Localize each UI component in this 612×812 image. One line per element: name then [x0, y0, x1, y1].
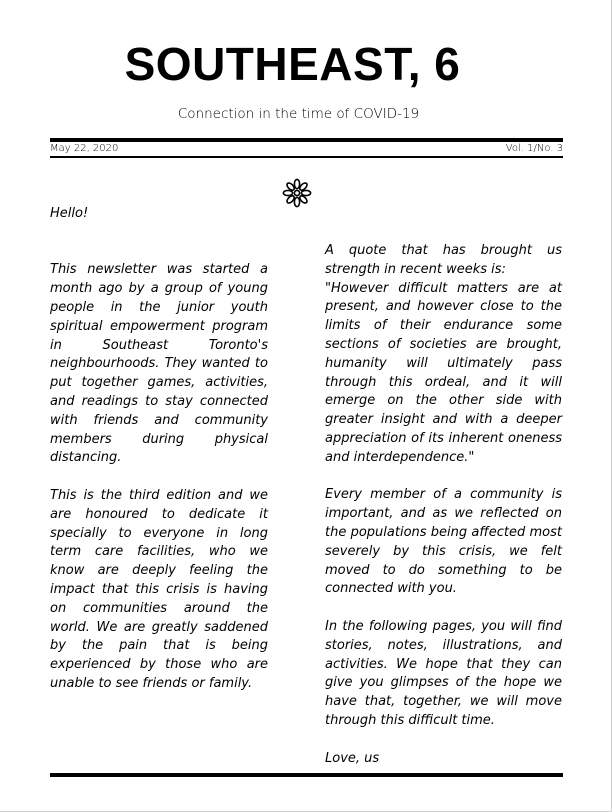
newsletter-subtitle: Connection in the time of COVID-19	[177, 106, 420, 122]
intro-paragraph: This newsletter was started a month ago by a group of young people in the junior youth spiritual empowerment program in Southeast Toronto's neighbourhoods. They wanted to put together games, activities, and readings to stay connected with friends and community members during physical distancing.	[50, 262, 268, 466]
quote-text: "However difficult matters are at present, and however close to the limits of their endurance some sections of societies are brought, humanity will ultimately pass through this ordeal, and it will emerge on the other side with greater insight and with a deeper appreciation of its inherent oneness and interdependence."	[325, 280, 562, 465]
quote-intro: A quote that has brought us strength in recent weeks is:	[325, 243, 562, 277]
dedication-paragraph: This is the third edition and we are honoured to dedicate it specially to everyone in long term care facilities, who we know are deeply feeling the impact that this crisis is having on communities around the world. We are greatly saddened by the pain that is being experienced by those who are unable to see friends or family.	[50, 487, 268, 691]
issue-volume: Vol. 1/No. 3	[505, 143, 563, 154]
flower-icon	[281, 177, 313, 209]
header-rule-top	[50, 138, 563, 142]
community-paragraph: Every member of a community is important, and as we reflected on the populations being affected most severely by this crisis, we felt moved to do something to be connected with you.	[325, 487, 562, 597]
left-column	[50, 205, 268, 694]
header-rule-bottom	[50, 156, 563, 158]
pages-paragraph: In the following pages, you will find stories, notes, illustrations, and activities. We hope that they can give you glimpses of the hope we have that, together, we will move through this difficult time.	[325, 618, 562, 728]
footer-rule	[50, 773, 563, 777]
signoff: Love, us	[325, 750, 380, 766]
right-column	[325, 242, 562, 768]
greeting: Hello!	[50, 206, 89, 221]
issue-date: May 22, 2020	[50, 143, 119, 154]
newsletter-title: SOUTHEAST, 6	[124, 38, 461, 90]
